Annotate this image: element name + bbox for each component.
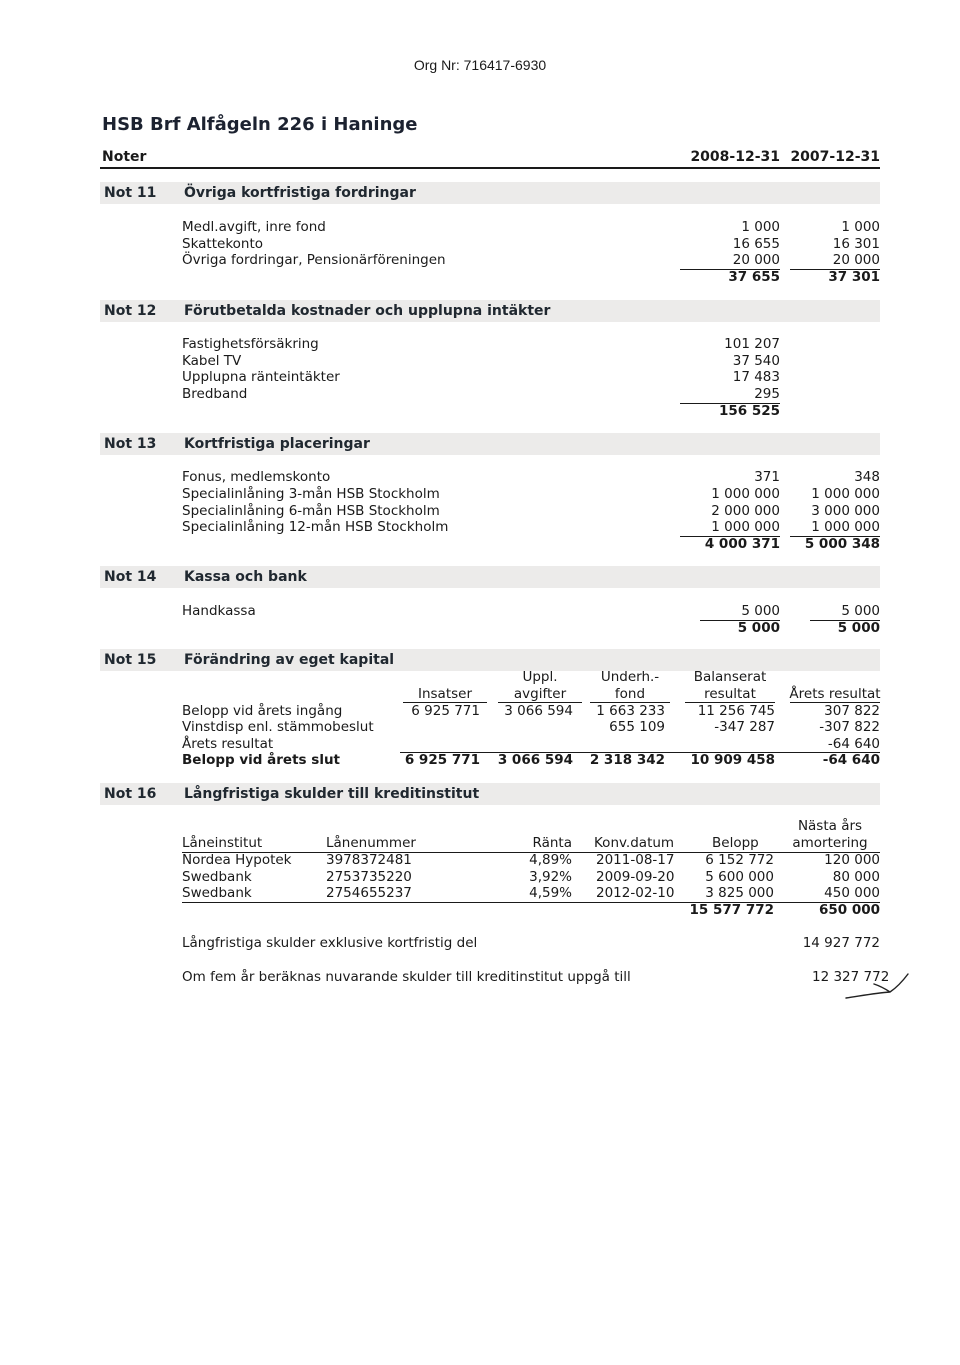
page-title: HSB Brf Alfågeln 226 i Haninge (102, 114, 418, 135)
header-col-2008: 2008-12-31 (690, 149, 780, 165)
n14-row1-label: Handkassa (182, 603, 256, 619)
n16-note2-label: Om fem år beräknas nuvarande skulder till kreditinstitut uppgå till (182, 969, 631, 985)
note-15-number: Not 15 (104, 652, 157, 668)
n13-row3-v1: 2 000 000 (711, 503, 780, 519)
n16-note2-value: 12 327 772 (812, 969, 890, 985)
note-15-band (100, 649, 880, 671)
n16-row3-belopp: 3 825 000 (705, 885, 774, 901)
n16-row1-inst: Nordea Hypotek (182, 852, 292, 868)
n15-col-uppl-1: Uppl. (522, 669, 558, 685)
n16-row1-lanenr: 3978372481 (326, 852, 412, 868)
n12-row1-label: Fastighetsförsäkring (182, 336, 319, 352)
n12-row2-v1: 37 540 (732, 353, 780, 369)
n15-row1-insatser: 6 925 771 (411, 703, 480, 719)
n16-row2-konv: 2009-09-20 (596, 869, 675, 885)
n13-row2-v1: 1 000 000 (711, 486, 780, 502)
note-16-band (100, 783, 880, 805)
n16-note1-label: Långfristiga skulder exklusive kortfristig del (182, 935, 478, 951)
n15-row3-label: Årets resultat (182, 736, 274, 752)
n16-col-ranta: Ränta (532, 835, 572, 851)
n13-row1-v1: 371 (754, 469, 780, 485)
n11-row2-v1: 16 655 (732, 236, 780, 252)
n13-row2-label: Specialinlåning 3-mån HSB Stockholm (182, 486, 440, 502)
n15-row1-label: Belopp vid årets ingång (182, 703, 343, 719)
n16-row3-ranta: 4,59% (529, 885, 572, 901)
n15-total-label: Belopp vid årets slut (182, 752, 341, 768)
n11-row2-label: Skattekonto (182, 236, 264, 252)
note-16-title: Långfristiga skulder till kreditinstitut (184, 786, 480, 802)
n14-total-v1: 5 000 (737, 620, 780, 636)
n13-total-v2: 5 000 348 (804, 536, 880, 552)
n15-row2-label: Vinstdisp enl. stämmobeslut (182, 719, 374, 735)
n15-row2-underh: 655 109 (609, 719, 665, 735)
n13-row3-v2: 3 000 000 (811, 503, 880, 519)
n16-row3-konv: 2012-02-10 (596, 885, 675, 901)
n16-col-konv: Konv.datum (594, 835, 675, 851)
n11-row1-v2: 1 000 (841, 219, 880, 235)
note-12-title: Förutbetalda kostnader och upplupna intäkter (184, 303, 551, 319)
n15-col-balans-1: Balanserat (693, 669, 767, 685)
n16-row1-belopp: 6 152 772 (705, 852, 774, 868)
n13-row3-label: Specialinlåning 6-mån HSB Stockholm (182, 503, 440, 519)
note-13-band (100, 433, 880, 455)
header-col-2007: 2007-12-31 (790, 149, 880, 165)
n16-note1-value: 14 927 772 (802, 935, 880, 951)
n12-row4-v1: 295 (754, 386, 780, 402)
n15-row2-arets: -307 822 (819, 719, 880, 735)
n16-total-belopp: 15 577 772 (689, 902, 774, 918)
n16-row1-ranta: 4,89% (529, 852, 572, 868)
n12-row3-label: Upplupna ränteintäkter (182, 369, 340, 385)
n12-total-v1: 156 525 (718, 403, 780, 419)
n15-total-underh: 2 318 342 (589, 752, 665, 768)
note-13-title: Kortfristiga placeringar (184, 436, 370, 452)
n11-row3-v2: 20 000 (832, 252, 880, 268)
n13-row4-v1: 1 000 000 (711, 519, 780, 535)
n13-total-v1: 4 000 371 (704, 536, 780, 552)
n15-col-arets: Årets resultat (789, 686, 881, 702)
n13-row1-v2: 348 (854, 469, 880, 485)
note-11-title: Övriga kortfristiga fordringar (184, 185, 416, 201)
n16-row2-ranta: 3,92% (529, 869, 572, 885)
n15-row2-balans: -347 287 (714, 719, 775, 735)
n15-row1-underh: 1 663 233 (596, 703, 665, 719)
note-13-number: Not 13 (104, 436, 157, 452)
n16-row2-inst: Swedbank (182, 869, 252, 885)
n15-row1-uppl: 3 066 594 (504, 703, 573, 719)
n15-col-uppl-2: avgifter (513, 686, 567, 702)
n11-row1-label: Medl.avgift, inre fond (182, 219, 326, 235)
n16-col-belopp: Belopp (712, 835, 759, 851)
n15-total-uppl: 3 066 594 (497, 752, 573, 768)
note-14-band (100, 566, 880, 588)
n14-total-v2: 5 000 (837, 620, 880, 636)
n12-row4-label: Bredband (182, 386, 248, 402)
n14-row1-v2: 5 000 (841, 603, 880, 619)
n15-row3-arets: -64 640 (827, 736, 880, 752)
header-rule (100, 167, 880, 169)
n12-row2-label: Kabel TV (182, 353, 242, 369)
n11-row3-v1: 20 000 (732, 252, 780, 268)
note-15-title: Förändring av eget kapital (184, 652, 395, 668)
n15-col-underh-1: Underh.- (600, 669, 660, 685)
note-12-band (100, 300, 880, 322)
note-11-band (100, 182, 880, 204)
n13-row2-v2: 1 000 000 (811, 486, 880, 502)
n15-total-insatser: 6 925 771 (404, 752, 480, 768)
n16-row2-amort: 80 000 (832, 869, 880, 885)
note-14-number: Not 14 (104, 569, 157, 585)
n11-total-v1: 37 655 (728, 269, 780, 285)
n11-row3-label: Övriga fordringar, Pensionärföreningen (182, 252, 446, 268)
note-11-number: Not 11 (104, 185, 157, 201)
n16-col-lanenr: Lånenummer (326, 835, 416, 851)
n16-row2-belopp: 5 600 000 (705, 869, 774, 885)
notes-heading: Noter (102, 149, 147, 165)
n15-total-balans: 10 909 458 (690, 752, 775, 768)
n13-row4-label: Specialinlåning 12-mån HSB Stockholm (182, 519, 449, 535)
n14-row1-v1: 5 000 (741, 603, 780, 619)
n16-row2-lanenr: 2753735220 (326, 869, 412, 885)
n15-row1-arets: 307 822 (824, 703, 880, 719)
n16-row1-amort: 120 000 (824, 852, 880, 868)
n16-row3-inst: Swedbank (182, 885, 252, 901)
handwritten-check-mark (836, 968, 916, 1008)
n11-row1-v1: 1 000 (741, 219, 780, 235)
org-number: Org Nr: 716417-6930 (413, 57, 547, 73)
n16-col-amort-1: Nästa års (797, 818, 863, 834)
n16-total-amort: 650 000 (818, 902, 880, 918)
note-14-title: Kassa och bank (184, 569, 307, 585)
n15-col-underh-2: fond (614, 686, 646, 702)
note-16-number: Not 16 (104, 786, 157, 802)
n16-row3-lanenr: 2754655237 (326, 885, 412, 901)
n12-row3-v1: 17 483 (732, 369, 780, 385)
n16-row1-konv: 2011-08-17 (596, 852, 675, 868)
n15-total-arets: -64 640 (822, 752, 880, 768)
n16-total-line (182, 902, 880, 903)
check-mark-stroke (846, 974, 908, 998)
n13-row4-v2: 1 000 000 (811, 519, 880, 535)
n11-row2-v2: 16 301 (832, 236, 880, 252)
n15-row1-balans: 11 256 745 (697, 703, 775, 719)
n13-row1-label: Fonus, medlemskonto (182, 469, 331, 485)
note-12-number: Not 12 (104, 303, 157, 319)
n15-col-insatser: Insatser (417, 686, 473, 702)
n16-col-inst: Låneinstitut (182, 835, 263, 851)
n16-row3-amort: 450 000 (824, 885, 880, 901)
n15-col-balans-2: resultat (704, 686, 756, 702)
n12-row1-v1: 101 207 (724, 336, 780, 352)
n11-total-v2: 37 301 (828, 269, 880, 285)
n16-col-amort-2: amortering (792, 835, 868, 851)
